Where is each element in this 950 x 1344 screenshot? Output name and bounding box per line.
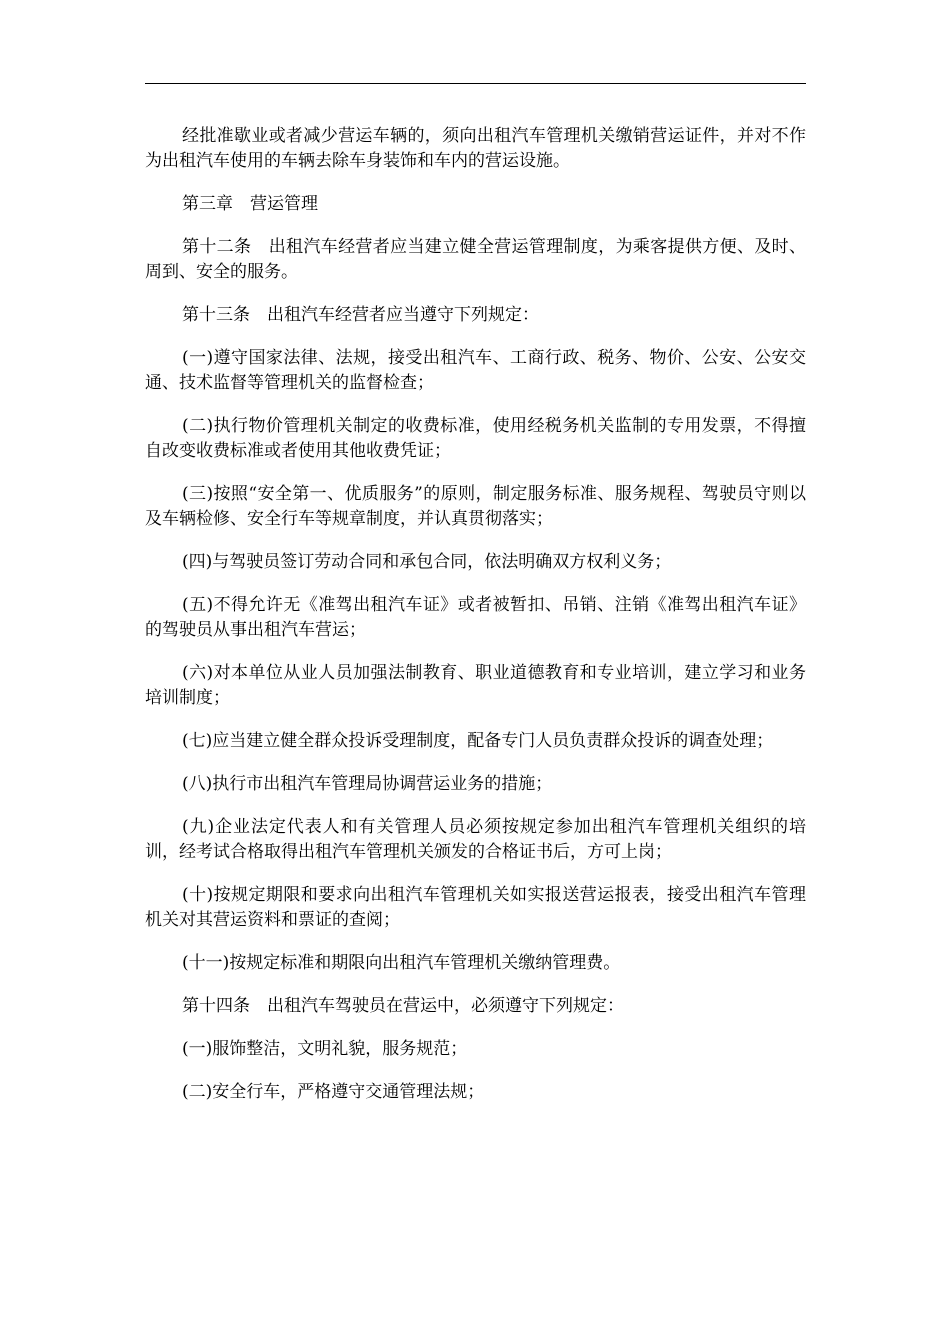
chapter-heading: 第三章 营运管理 [182, 194, 318, 214]
article-13-item-6: (六)对本单位从业人员加强法制教育、职业道德教育和专业培训，建立学习和业务培训制度； [145, 663, 806, 708]
article-14-item-2: (二)安全行车，严格遵守交通管理法规； [182, 1082, 485, 1102]
header-rule [145, 83, 806, 84]
article-14: 第十四条 出租汽车驾驶员在营运中，必须遵守下列规定： [182, 996, 624, 1016]
article-12: 第十二条 出租汽车经营者应当建立健全营运管理制度，为乘客提供方便、及时、周到、安全的服务。 [145, 237, 806, 282]
article-14-item-1: (一)服饰整洁，文明礼貌，服务规范； [182, 1039, 468, 1059]
article-13-item-9: (九)企业法定代表人和有关管理人员必须按规定参加出租汽车管理机关组织的培训，经考试合格取得出租汽车管理机关颁发的合格证书后，方可上岗； [145, 817, 806, 862]
paragraph-suspension: 经批准歇业或者减少营运车辆的，须向出租汽车管理机关缴销营运证件，并对不作为出租汽车使用的车辆去除车身装饰和车内的营运设施。 [145, 126, 806, 171]
document-body [145, 124, 806, 1123]
article-13-item-5: (五)不得允许无《准驾出租汽车证》或者被暂扣、吊销、注销《准驾出租汽车证》的驾驶员从事出租汽车营运； [145, 595, 806, 640]
article-13: 第十三条 出租汽车经营者应当遵守下列规定： [182, 305, 539, 325]
article-13-item-3: (三)按照“安全第一、优质服务”的原则，制定服务标准、服务规程、驾驶员守则以及车辆检修、安全行车等规章制度，并认真贯彻落实； [145, 484, 806, 529]
article-13-item-4: (四)与驾驶员签订劳动合同和承包合同，依法明确双方权利义务； [182, 552, 672, 572]
article-13-item-1: (一)遵守国家法律、法规，接受出租汽车、工商行政、税务、物价、公安、公安交通、技术监督等管理机关的监督检查； [145, 348, 806, 393]
article-13-item-11: (十一)按规定标准和期限向出租汽车管理机关缴纳管理费。 [182, 953, 621, 973]
article-13-item-7: (七)应当建立健全群众投诉受理制度，配备专门人员负责群众投诉的调查处理； [182, 731, 774, 751]
article-13-item-10: (十)按规定期限和要求向出租汽车管理机关如实报送营运报表，接受出租汽车管理机关对其营运资料和票证的查阅； [145, 885, 806, 930]
article-13-item-2: (二)执行物价管理机关制定的收费标准，使用经税务机关监制的专用发票，不得擅自改变收费标准或者使用其他收费凭证； [145, 416, 806, 461]
article-13-item-8: (八)执行市出租汽车管理局协调营运业务的措施； [182, 774, 553, 794]
